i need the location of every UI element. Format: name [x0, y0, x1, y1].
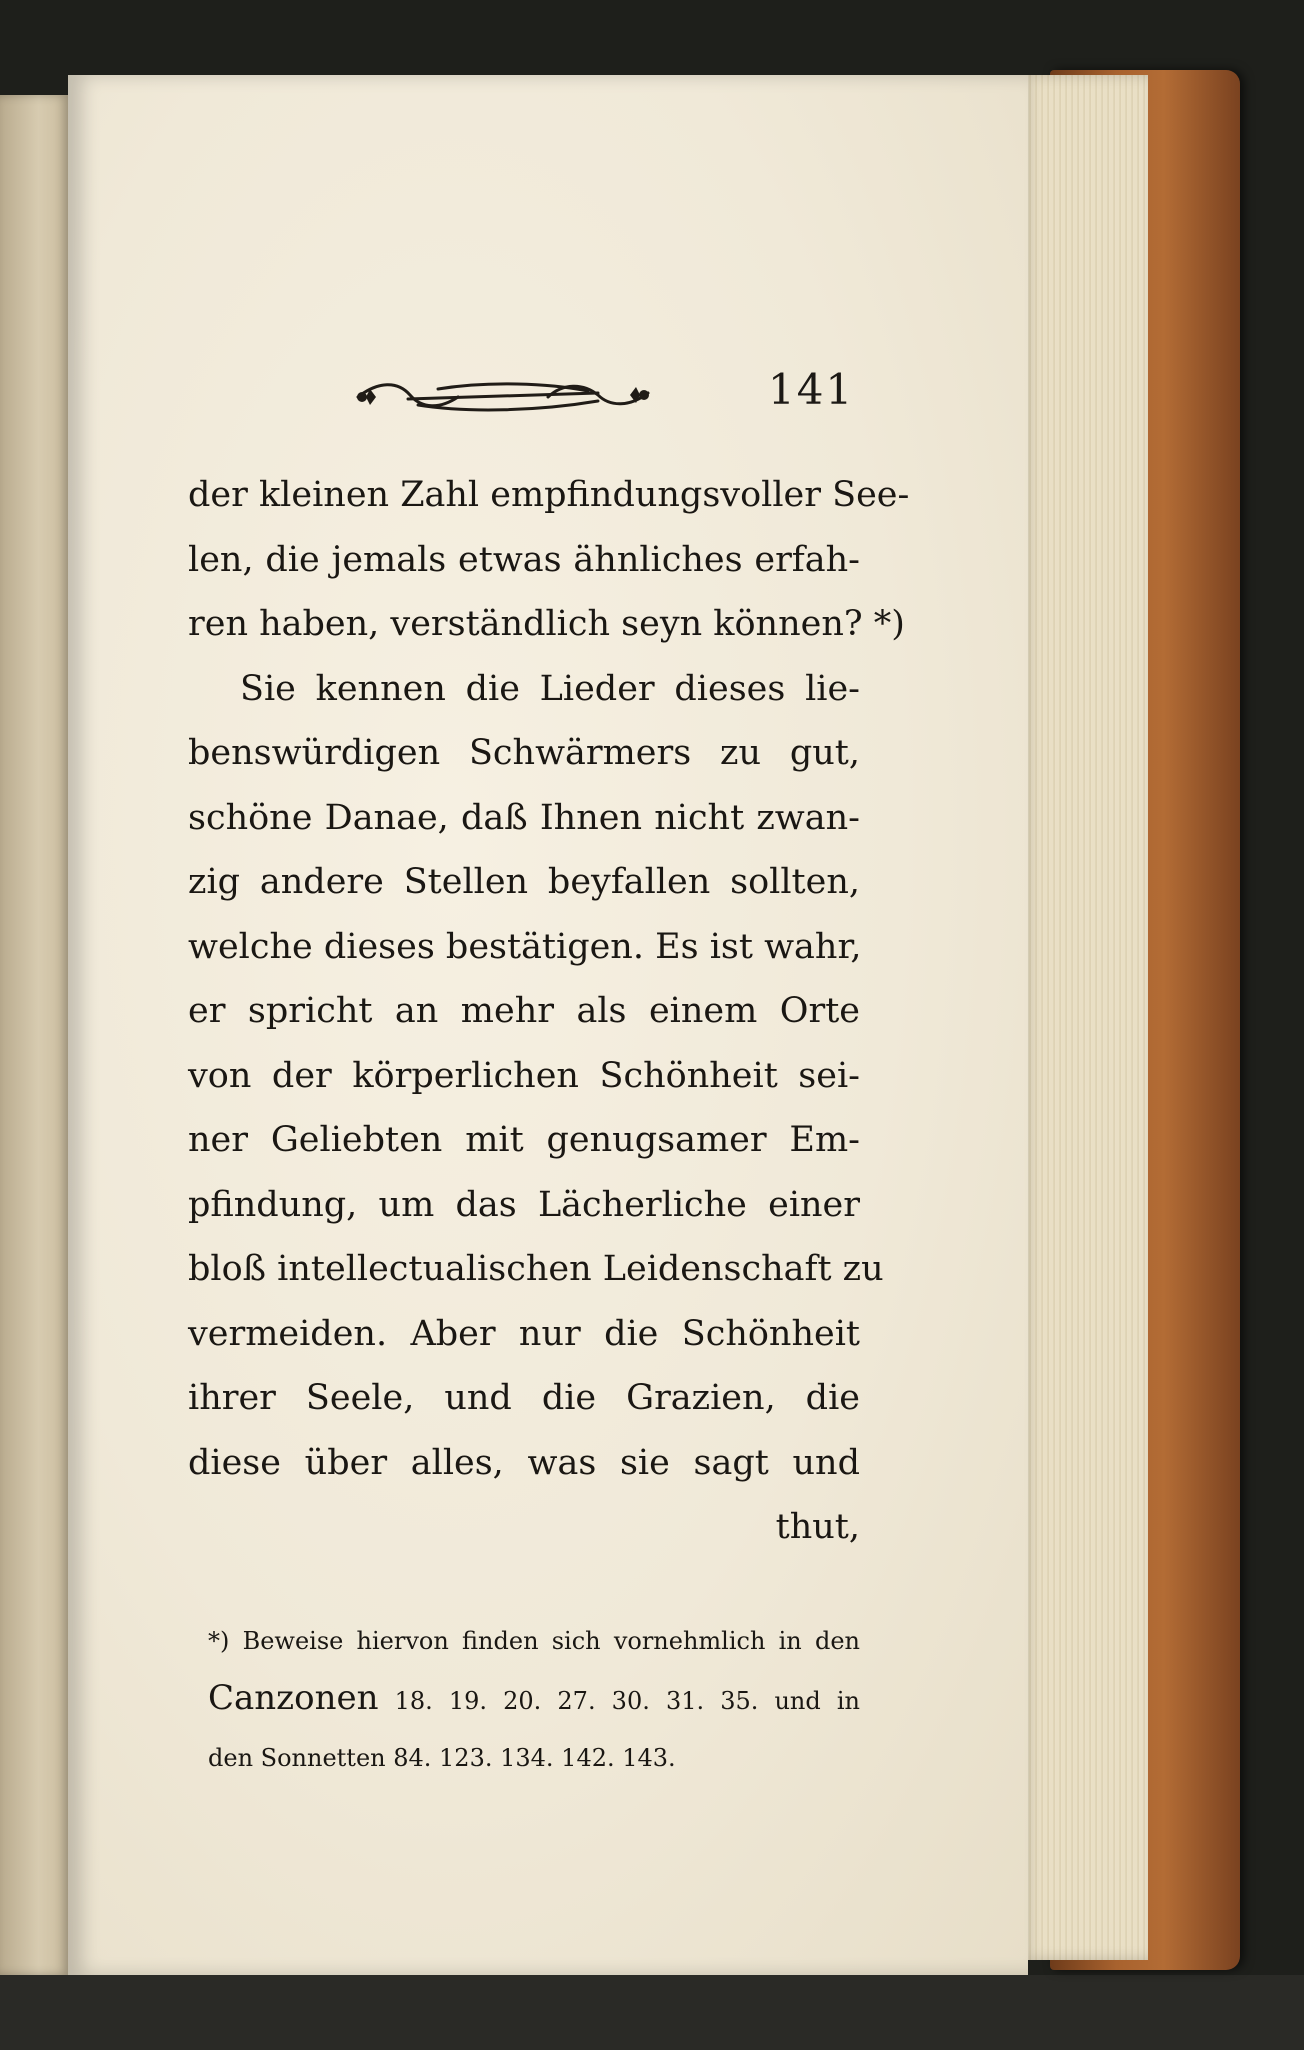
text-line: er spricht an mehr als einem Orte — [188, 991, 860, 1031]
text-line: pfindung, um das Lächerliche einer — [188, 1184, 860, 1225]
text-line: len, die jemals etwas ähnliches erfah- — [188, 539, 860, 580]
page-edges — [1020, 75, 1148, 1960]
footnote-line: den Sonnetten 84. 123. 134. 142. 143. — [208, 1744, 676, 1772]
text-line: schöne Danae, daß Ihnen nicht zwan- — [188, 797, 860, 838]
book-page — [68, 75, 1028, 1975]
text-line: von der körperlichen Schönheit sei- — [188, 1055, 860, 1096]
text-line: ren haben, verständlich seyn können? *) — [188, 604, 905, 644]
text-line: ihrer Seele, und die Grazien, die — [188, 1378, 860, 1418]
catchword: thut, — [775, 1507, 860, 1547]
text-line: zig andere Stellen beyfallen sollten, — [188, 862, 860, 902]
text-line: welche dieses bestätigen. Es ist wahr, — [188, 926, 862, 967]
footnote-line — [208, 1670, 860, 1730]
text-line: benswürdigen Schwärmers zu gut, — [188, 733, 860, 773]
left-page-edge — [0, 95, 70, 1975]
main-text — [188, 463, 910, 1560]
text-line: der kleinen Zahl empfindungsvoller See- — [188, 475, 910, 515]
text-line: diese über alles, was sie sagt und — [188, 1442, 860, 1483]
page-number: 141 — [768, 365, 855, 414]
text-line: ner Geliebten mit genugsamer Em- — [188, 1120, 860, 1160]
ornament-vignette — [348, 375, 658, 419]
footnote-word: Canzonen — [208, 1678, 379, 1718]
text-line: vermeiden. Aber nur die Schönheit — [188, 1313, 860, 1354]
footnote — [208, 1613, 860, 1787]
footnote-line-rest: 18. 19. 20. 27. 30. 31. 35. und in — [394, 1687, 860, 1715]
text-line: bloß intellectualischen Leidenschaft zu — [188, 1249, 884, 1289]
text-line: Sie kennen die Lieder dieses lie- — [240, 668, 860, 709]
footnote-line: *) Beweise hiervon finden sich vornehmlich in den — [208, 1627, 860, 1655]
